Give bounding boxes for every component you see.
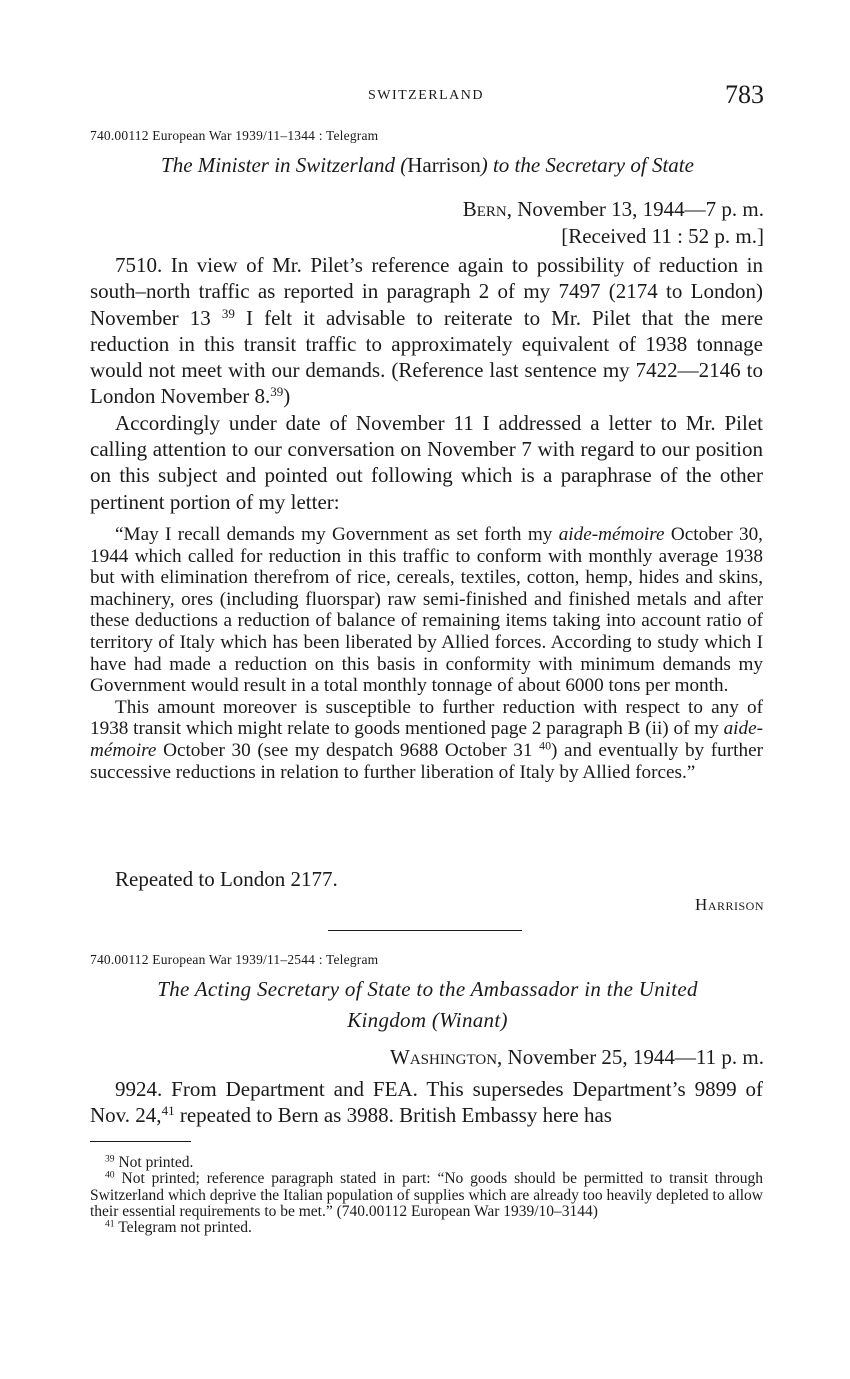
text-run: October 30 (see my despatch 9688 October 31 <box>156 739 540 761</box>
dateline-place: Washington <box>390 1045 498 1069</box>
text-run: 7510. In view of Mr. Pilet’s reference again to possibility of reduction in south–north traffic as reported in paragraph 2 of my 7497 (2174 to London) November 13 <box>90 253 763 330</box>
running-title: SWITZERLAND <box>367 88 485 103</box>
footnote-divider <box>90 1141 191 1142</box>
section-divider <box>328 930 522 931</box>
dateline-date: , November 25, 1944—11 p. m. <box>497 1045 764 1069</box>
page-number: 783 <box>725 80 764 109</box>
dateline <box>390 1044 764 1071</box>
dateline-place: Bern <box>462 197 507 221</box>
telegram-body <box>90 1076 763 1129</box>
file-reference: 740.00112 European War 1939/11–1344 : Telegram <box>90 128 379 143</box>
text-run: repeated to Bern as 3988. British Embassy here has <box>174 1103 612 1128</box>
text-run: I felt it advisable to reiterate to Mr. Pilet that the mere reduction in this transit traffic to approximately equivalent of 1938 tonnage would not meet with our demands. (Reference last sentence my 7422—2146 to London November 8. <box>90 305 764 409</box>
footnote-ref: 39 <box>270 384 284 400</box>
file-reference: 740.00112 European War 1939/11–2544 : Telegram <box>90 952 379 967</box>
heading-line: The Acting Secretary of State to the Ambassador in the United <box>157 977 698 1001</box>
footnote-text: Telegram not printed. <box>118 1219 252 1237</box>
italic-term: aide-mémoire <box>558 524 665 545</box>
heading-part: Winant <box>439 1008 501 1032</box>
dateline-date: , November 13, 1944—7 p. m. <box>506 197 764 221</box>
footnote <box>90 1171 763 1220</box>
quote-paragraph <box>90 524 763 697</box>
footnote-ref: 40 <box>539 738 552 753</box>
footnote <box>90 1155 763 1171</box>
telegram-body <box>90 252 763 515</box>
quote-paragraph <box>90 697 763 783</box>
text-run: ) and eventually by further successive reductions in relation to further liberation of Italy by Allied forces.” <box>90 739 763 783</box>
footnote-number: 39 <box>105 1153 115 1165</box>
heading-part: The Minister in Switzerland ( <box>161 153 408 177</box>
footnote-number: 41 <box>105 1218 115 1230</box>
footnote-ref: 39 <box>221 305 235 321</box>
dateline <box>463 196 764 223</box>
footnote-ref: 41 <box>161 1103 175 1119</box>
repeated-line <box>90 866 763 892</box>
footnotes <box>90 1155 763 1236</box>
document-heading <box>90 974 765 1036</box>
footnote-number: 40 <box>105 1170 115 1182</box>
signature: Harrison <box>695 895 764 914</box>
footnote <box>90 1220 763 1236</box>
heading-part: Harrison <box>407 153 481 177</box>
text-run: 9924. From Department and FEA. This supersedes Department’s 9899 of Nov. 24, <box>90 1077 763 1128</box>
footnote-text: Not printed. <box>118 1154 194 1171</box>
text-run: October 30, 1944 which called for reduction in this traffic to conform with monthly average 1938 but with elimination therefrom of rice, cereals, textiles, cotton, hemp, hides and skins, machinery, ores (including fluorspar) raw semi-finished and finished metals and after these deductions a reduction of balance of remaining items taking into account ratio of territory of Italy which has been liberated by Allied forces. According to study which I have had made a reduction on this basis in conformity with minimum demands my Government would result in a total monthly tonnage of about 6000 tons per month. <box>90 524 763 697</box>
heading-part: ) to the Secretary of State <box>480 153 694 177</box>
footnote-text: Not printed; reference paragraph stated in part: “No goods should be permitted to transit through Switzerland which deprive the Italian population of supplies which are already too heavily depleted to allow their essential requirements to be met.” (740.00112 European War 1939/10–3144) <box>90 1170 763 1220</box>
document-heading <box>90 150 765 181</box>
received-note: [Received 11 : 52 p. m.] <box>561 224 764 248</box>
text-run: “May I recall demands my Government as set forth my <box>115 524 559 545</box>
running-head <box>88 80 764 116</box>
paragraph <box>90 252 763 410</box>
italic-term: aide-mémoire <box>90 718 764 761</box>
paragraph: Accordingly under date of November 11 I addressed a letter to Mr. Pilet calling attention to our conversation on November 7 with regard to our position on this subject and pointed out following which is a paraphrase of the other pertinent portion of my letter: <box>90 410 763 514</box>
quoted-letter <box>90 524 763 783</box>
heading-part: ) <box>500 1008 508 1032</box>
heading-part: Kingdom ( <box>347 1008 440 1032</box>
paragraph <box>90 1076 763 1129</box>
heading-line <box>90 1005 765 1036</box>
text-run: ) <box>283 384 291 409</box>
paragraph: Repeated to London 2177. <box>115 867 338 891</box>
text-run: This amount moreover is susceptible to further reduction with respect to any of 1938 transit which might relate to goods mentioned page 2 paragraph B (ii) of my <box>90 696 763 740</box>
